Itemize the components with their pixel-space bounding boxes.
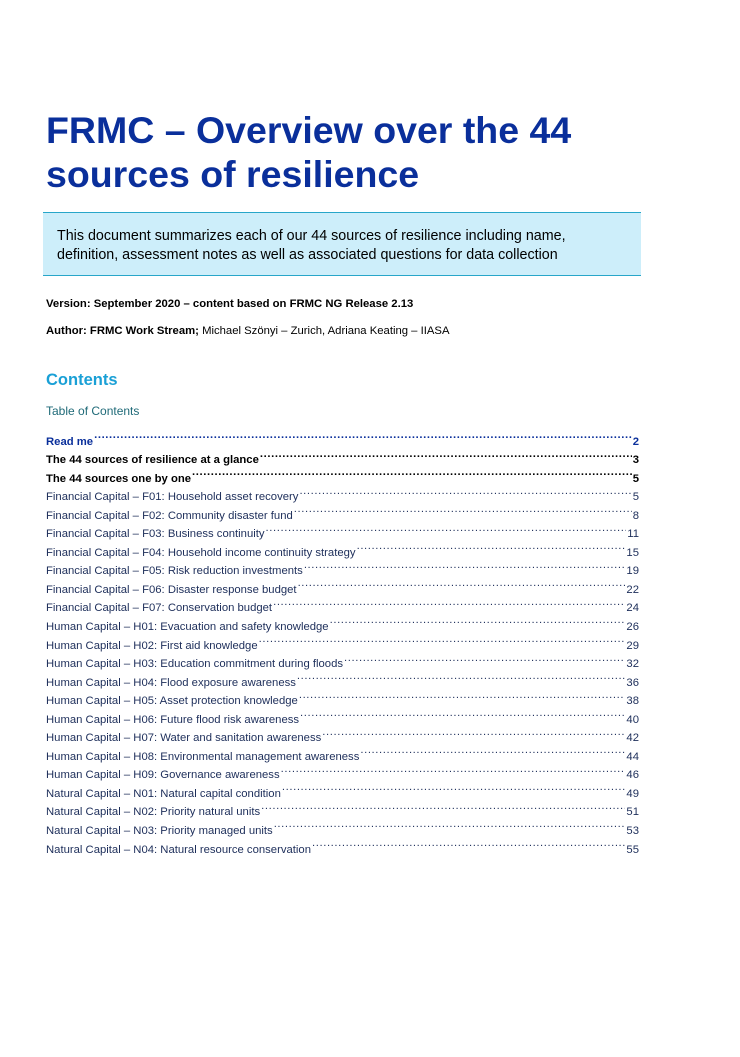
toc-entry-text: Human Capital – H03: Education commitment during floods <box>46 658 344 671</box>
toc-entry-page: 3 <box>632 454 639 467</box>
toc-entry-at-a-glance[interactable] <box>46 445 639 467</box>
toc-leader-dots <box>274 815 626 834</box>
toc-entry-page: 5 <box>632 472 639 485</box>
toc-entry-text: Human Capital – H06: Future flood risk awareness <box>46 713 300 726</box>
toc-entry-text: Financial Capital – F07: Conservation budget <box>46 602 273 615</box>
toc-entry-page: 15 <box>626 546 639 559</box>
toc-entry-page: 8 <box>632 509 639 522</box>
toc-leader-dots <box>260 445 632 464</box>
toc-entry-page: 46 <box>626 769 639 782</box>
version-label: Version: September 2020 – content based on FRMC NG Release 2.13 <box>46 298 414 310</box>
toc-leader-dots <box>330 611 626 630</box>
toc-leader-dots <box>192 463 632 482</box>
toc-leader-dots <box>299 686 626 705</box>
toc-entry-text: Read me <box>46 435 94 448</box>
toc-entry-read-me[interactable] <box>46 426 639 448</box>
summary-box <box>43 212 641 276</box>
contents-heading: Contents <box>46 371 118 389</box>
toc-entry-text: Financial Capital – F03: Business continuity <box>46 528 265 541</box>
toc-entry-page: 11 <box>627 528 639 541</box>
toc-entry-text: The 44 sources of resilience at a glance <box>46 454 259 467</box>
toc-entry-page: 51 <box>626 806 639 819</box>
toc-entry-page: 32 <box>626 658 639 671</box>
toc-entry-page: 5 <box>632 491 639 504</box>
toc-leader-dots <box>94 426 632 445</box>
toc-entry-text: Human Capital – H04: Flood exposure awareness <box>46 676 296 689</box>
toc-entry-page: 2 <box>632 435 639 448</box>
title-line-1: FRMC – Overview over the 44 <box>46 109 572 151</box>
toc-leader-dots <box>266 519 627 538</box>
toc-entry-text: Natural Capital – N02: Priority natural units <box>46 806 261 819</box>
toc-entry-text: Natural Capital – N03: Priority managed units <box>46 825 273 838</box>
toc-leader-dots <box>297 667 626 686</box>
toc-entry-page: 49 <box>626 787 639 800</box>
toc-entry-text: Human Capital – H02: First aid knowledge <box>46 639 258 652</box>
toc-entry-text: Human Capital – H09: Governance awareness <box>46 769 280 782</box>
toc-leader-dots <box>304 556 626 575</box>
toc-leader-dots <box>299 482 631 501</box>
toc-entry-text: Human Capital – H01: Evacuation and safety knowledge <box>46 621 329 634</box>
toc-leader-dots <box>261 797 625 816</box>
toc-leader-dots <box>259 630 626 649</box>
toc-leader-dots <box>294 500 632 519</box>
table-of-contents <box>46 426 639 856</box>
toc-entry-page: 42 <box>626 732 639 745</box>
toc-entry-text: Human Capital – H05: Asset protection knowledge <box>46 695 298 708</box>
toc-leader-dots <box>312 834 625 853</box>
summary-text: This document summarizes each of our 44 sources of resilience including name, definition, assessment notes as well as associated questions for data collection <box>57 228 566 263</box>
toc-leader-dots <box>357 537 626 556</box>
version-line <box>46 297 413 311</box>
title-line-2: sources of resilience <box>46 153 420 195</box>
toc-entry-page: 40 <box>626 713 639 726</box>
toc-entry-text: The 44 sources one by one <box>46 472 192 485</box>
toc-leader-dots <box>298 574 626 593</box>
toc-entry-text: Human Capital – H08: Environmental management awareness <box>46 750 360 763</box>
toc-entry-text: Natural Capital – N01: Natural capital condition <box>46 787 281 800</box>
toc-entry-page: 22 <box>626 583 639 596</box>
toc-leader-dots <box>281 760 626 779</box>
toc-leader-dots <box>344 649 625 668</box>
toc-entry-text: Human Capital – H07: Water and sanitation awareness <box>46 732 322 745</box>
toc-leader-dots <box>322 723 625 742</box>
toc-entry-page: 44 <box>626 750 639 763</box>
toc-leader-dots <box>273 593 625 612</box>
toc-label: Table of Contents <box>46 404 140 418</box>
toc-entry-page: 36 <box>626 676 639 689</box>
toc-entry-page: 38 <box>626 695 639 708</box>
toc-leader-dots <box>360 741 625 760</box>
toc-entry-text: Financial Capital – F04: Household income continuity strategy <box>46 546 356 559</box>
author-names: Michael Szönyi – Zurich, Adriana Keating – IIASA <box>198 325 450 337</box>
toc-leader-dots <box>282 778 626 797</box>
document-title <box>46 108 666 196</box>
toc-entry-page: 24 <box>626 602 639 615</box>
toc-entry-text: Financial Capital – F02: Community disaster fund <box>46 509 293 522</box>
toc-leader-dots <box>300 704 625 723</box>
author-label: Author: FRMC Work Stream; <box>46 325 199 337</box>
toc-entry-page: 55 <box>626 843 639 856</box>
toc-entry-page: 29 <box>626 639 639 652</box>
toc-entry-page: 19 <box>626 565 639 578</box>
author-line <box>46 324 449 338</box>
toc-entry-page: 26 <box>626 621 639 634</box>
toc-entry-text: Financial Capital – F06: Disaster response budget <box>46 583 297 596</box>
toc-entry-page: 53 <box>626 825 639 838</box>
toc-entry-text: Financial Capital – F05: Risk reduction investments <box>46 565 303 578</box>
toc-entry-text: Financial Capital – F01: Household asset recovery <box>46 491 299 504</box>
toc-entry-text: Natural Capital – N04: Natural resource conservation <box>46 843 311 856</box>
